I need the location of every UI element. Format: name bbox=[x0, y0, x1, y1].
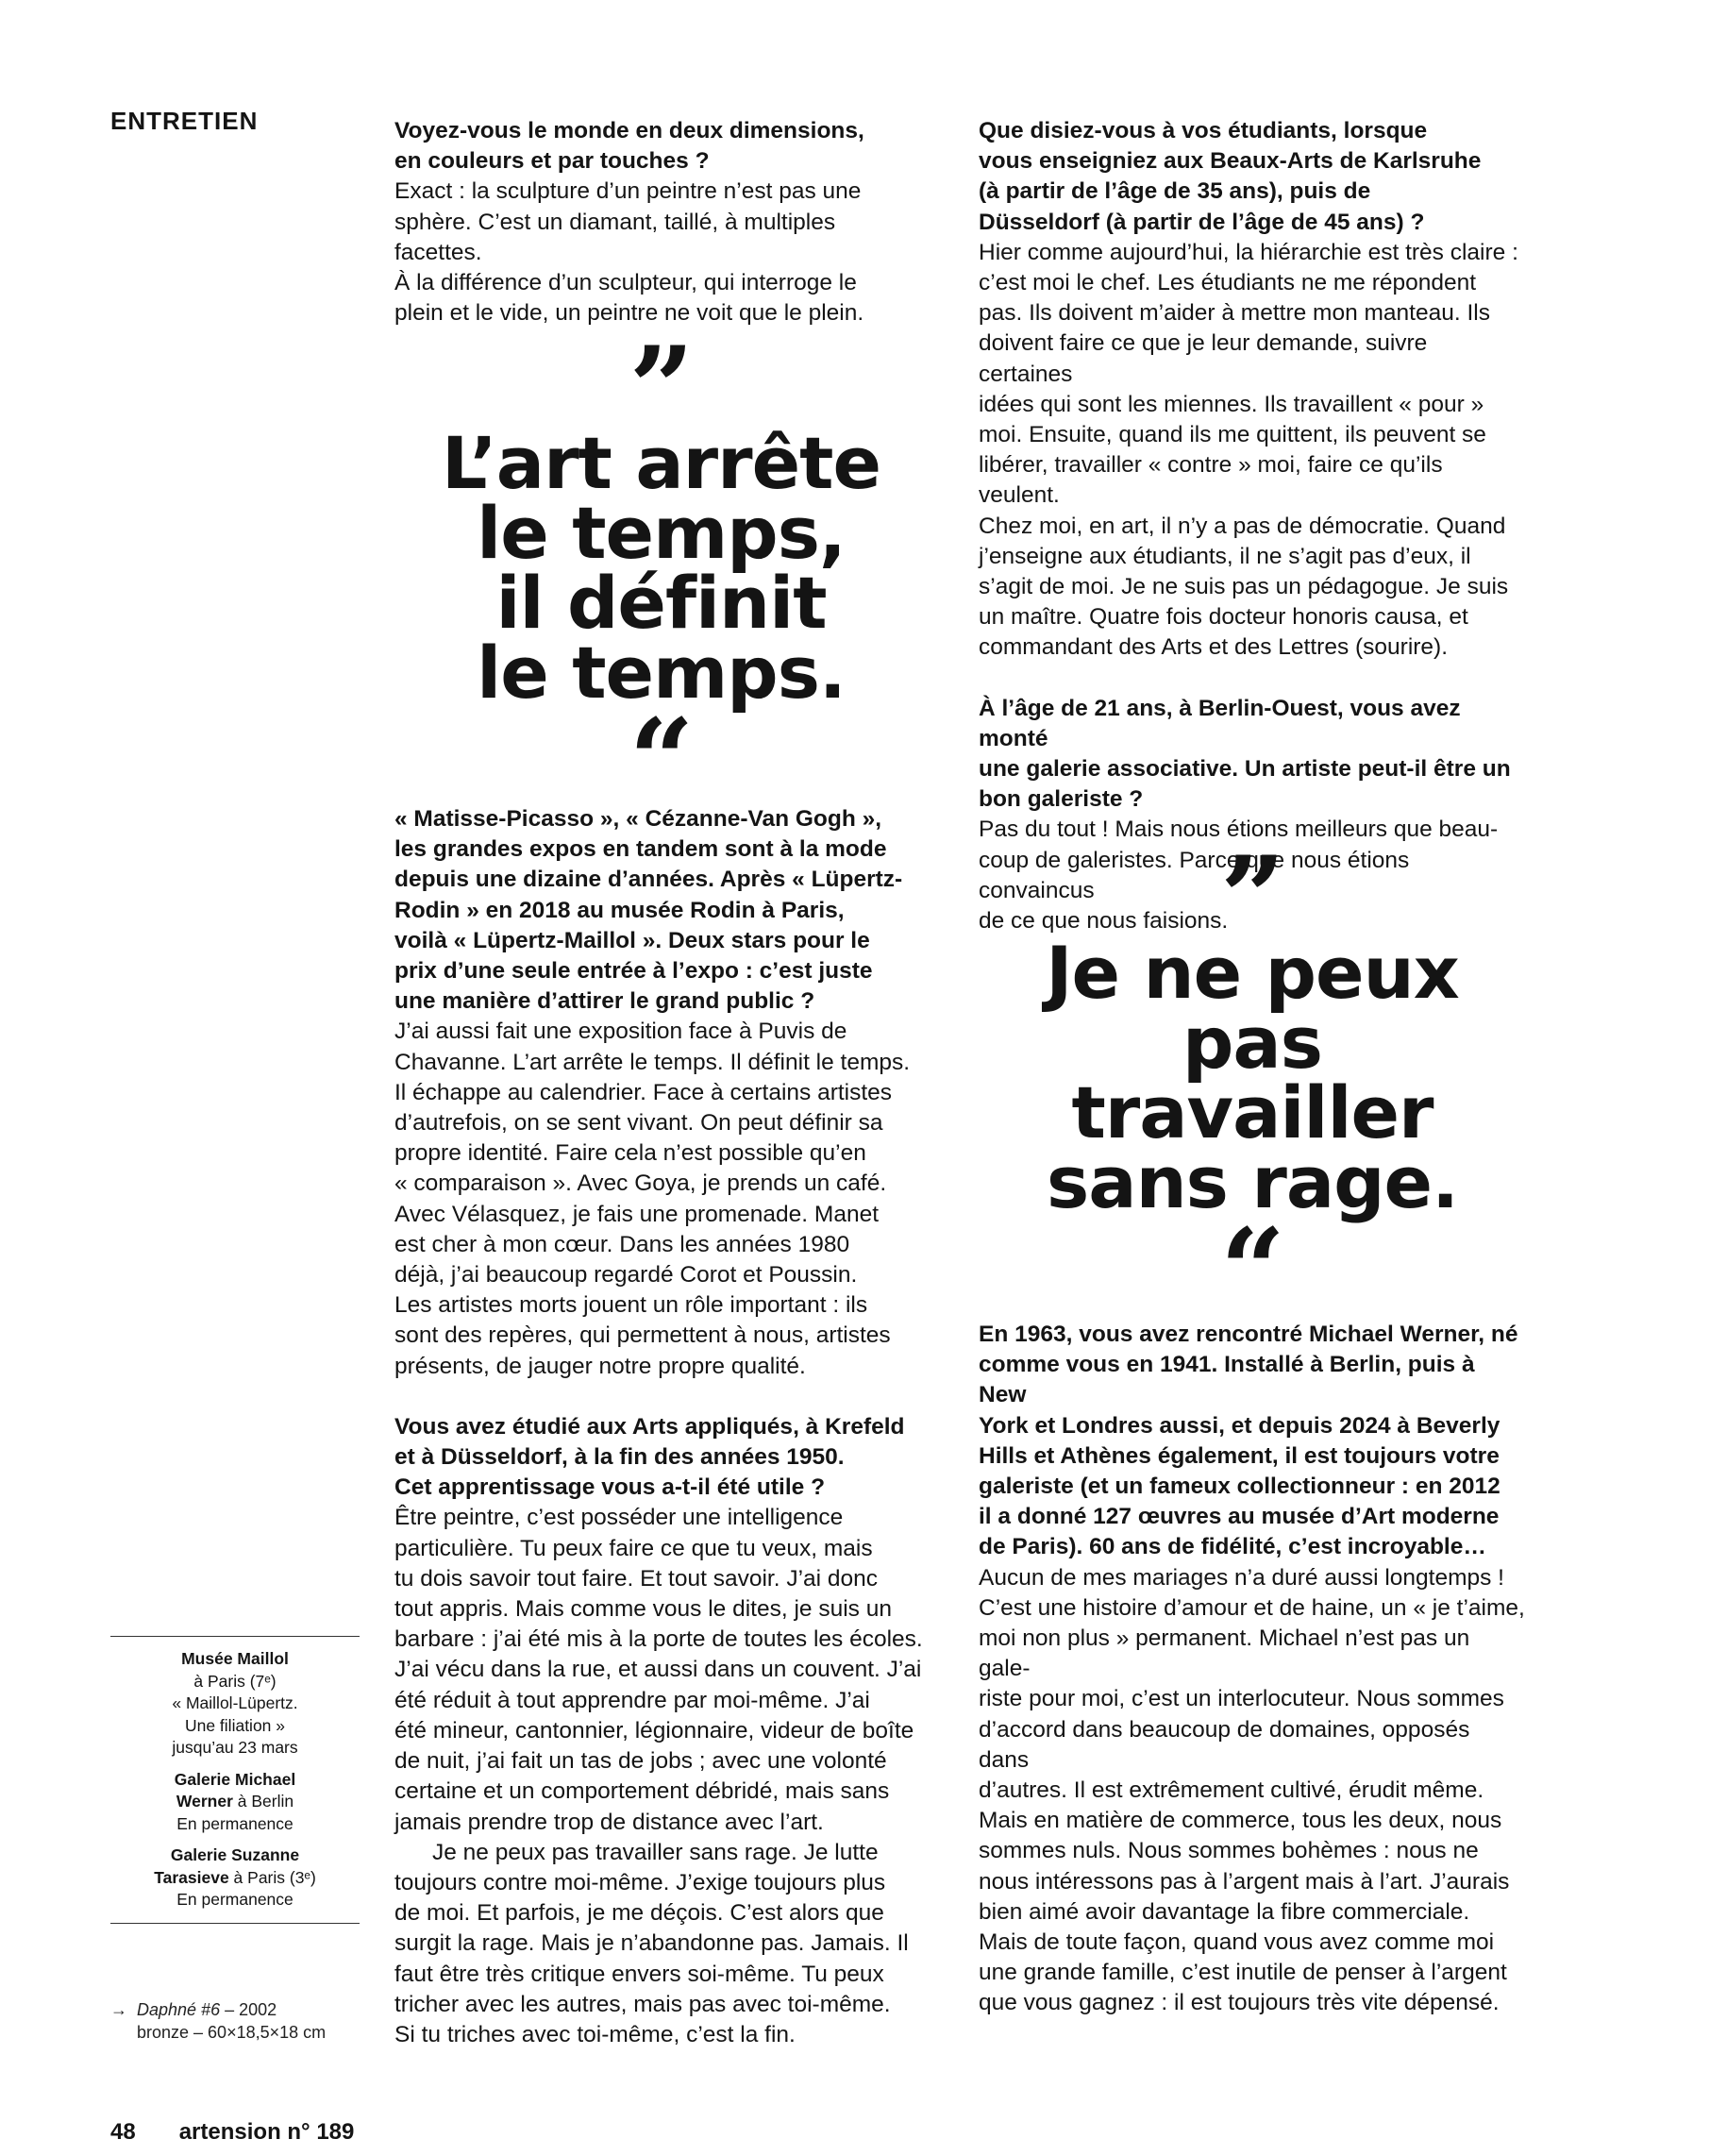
answer-paragraph-2 bbox=[394, 1838, 928, 2050]
question: À l’âge de 21 ans, à Berlin-Ouest, vous avez monté une galerie associative. Un artiste peut-il être un bon galeriste ? bbox=[979, 695, 1511, 813]
venue-name: Galerie Suzanne Tarasieve bbox=[154, 1845, 300, 1887]
section-tag: ENTRETIEN bbox=[110, 107, 259, 135]
page-footer bbox=[110, 2119, 354, 2146]
artwork-details: bronze – 60×18,5×18 cm bbox=[137, 2023, 327, 2042]
venue-details: à Berlin En permanence bbox=[176, 1792, 294, 1833]
interview-block-4 bbox=[979, 116, 1526, 664]
sidebar-item-maillol bbox=[110, 1648, 360, 1760]
caption-line-1 bbox=[110, 1998, 326, 2021]
answer: Aucun de mes mariages n’a duré aussi longtemps ! C’est une histoire d’amour et de haine, un « je t’aime, moi non plus » permanent. Michael n’est pas un gale- riste pour moi, c’est un interlocuteur. Nous sommes d’accord dans beaucoup de domaines, opposés dans d’autres. Il est extrêmement cultivé, érudit même. Mais en matière de commerce, tous les deux, nous sommes nuls. Nous sommes bohèmes : nous ne nous intéressons pas à l’argent mais à l’art. J’aurais bien aimé avoir davantage la fibre commerciale. Mais de toute façon, quand vous avez comme moi une grande famille, c’est inutile de penser à l’argent que vous gagnez : il est toujours très vite dépensé. bbox=[979, 1564, 1525, 2016]
pull-quote-text: Je ne peux pas travailler sans rage. bbox=[1046, 931, 1459, 1224]
venue-details: à Paris (3ᵉ) En permanence bbox=[176, 1867, 316, 1909]
interview-block-2 bbox=[394, 804, 928, 1382]
exhibition-info-sidebar bbox=[110, 1636, 360, 1924]
venue-name: Musée Maillol bbox=[181, 1649, 289, 1668]
answer-paragraph-2-text: Je ne peux pas travailler sans rage. Je lutte toujours contre moi-même. J’exige toujours plus de moi. Et parfois, je me déçois. C’est alors que surgit la rage. Mais je n’abandonne pas. Jamais. Il faut être très critique envers soi-même. Tu peux tricher avec les autres, mais pas avec toi-même. Si tu triches avec toi-même, c’est la fin. bbox=[394, 1839, 909, 2047]
question: En 1963, vous avez rencontré Michael Werner, né comme vous en 1941. Installé à Berlin, puis à New York et Londres aussi, et depuis 2024 à Beverly Hills et Athènes également, il est toujours votre galeriste (et un fameux collectionneur : en 2012 il a donné 127 œuvres au musée d’Art moderne de Paris). 60 ans de fidélité, c’est incroyable… bbox=[979, 1322, 1518, 1560]
answer: Hier comme aujourd’hui, la hiérarchie est très claire : c’est moi le chef. Les étudiants ne me répondent pas. Ils doivent m’aider à mettre mon manteau. Ils doivent faire ce que je leur demande, suivre certaines idées qui sont les miennes. Ils travaillent « pour » moi. Ensuite, quand ils me quittent, ils peuvent se libérer, travailler « contre » moi, faire ce qu’ils veulent. Chez moi, en art, il n’y a pas de démocratie. Quand j’enseigne aux étudiants, il ne s’agit pas d’eux, il s’agit de moi. Je ne suis pas un pédagogue. Je suis un maître. Quatre fois docteur honoris causa, et commandant des Arts et des Lettres (sourire). bbox=[979, 239, 1518, 661]
pull-quote-2 bbox=[979, 832, 1526, 1337]
interview-block-1 bbox=[394, 116, 928, 328]
venue-details: à Paris (7ᵉ) « Maillol-Lüpertz. Une filiation » jusqu’au 23 mars bbox=[172, 1671, 298, 1757]
open-quote-mark: ” bbox=[629, 322, 694, 455]
close-quote-mark: “ bbox=[629, 694, 694, 827]
pull-quote-1 bbox=[394, 322, 928, 827]
artwork-title: Daphné #6 bbox=[137, 2000, 221, 2019]
sidebar-item-werner bbox=[110, 1769, 360, 1836]
sidebar-item-tarasieve bbox=[110, 1844, 360, 1912]
venue-name: Galerie Michael Werner bbox=[174, 1769, 296, 1811]
magazine-issue: artension n° 189 bbox=[178, 2119, 355, 2145]
question: Vous avez étudié aux Arts appliqués, à Krefeld et à Düsseldorf, à la fin des années 1950. Cet apprentissage vous a-t-il été utile ? bbox=[394, 1413, 905, 1501]
question: Que disiez-vous à vos étudiants, lorsque vous enseigniez aux Beaux-Arts de Karlsruhe (à partir de l’âge de 35 ans), puis de Düsseldorf (à partir de l’âge de 45 ans) ? bbox=[979, 118, 1482, 235]
answer: Être peintre, c’est posséder une intelligence particulière. Tu peux faire ce que tu veux, mais tu dois savoir tout faire. Et tout savoir. J’ai donc tout appris. Mais comme vous le dites, je suis un barbare : j’ai été mis à la porte de toutes les écoles. J’ai vécu dans la rue, et aussi dans un couvent. J’ai été réduit à tout apprendre par moi-même. J’ai été mineur, cantonnier, légionnaire, videur de boîte de nuit, j’ai fait un tas de jobs ; avec une volonté certaine et un comportement débridé, mais sans jamais prendre trop de distance avec l’art. bbox=[394, 1505, 923, 1835]
question: Voyez-vous le monde en deux dimensions, en couleurs et par touches ? bbox=[394, 118, 864, 175]
arrow-right-icon: → bbox=[110, 2000, 127, 2019]
interview-block-6 bbox=[979, 1320, 1526, 2019]
answer: Exact : la sculpture d’un peintre n’est pas une sphère. C’est un diamant, taillé, à multiples facettes. À la différence d’un sculpteur, qui interroge le plein et le vide, un peintre ne voit que le plein. bbox=[394, 178, 864, 327]
page-number: 48 bbox=[110, 2119, 136, 2145]
answer: Pas du tout ! Mais nous étions meilleurs que beau- coup de galeristes. Parce que nous étions convaincus de ce que nous faisions. bbox=[979, 817, 1499, 935]
question: « Matisse-Picasso », « Cézanne-Van Gogh », les grandes expos en tandem sont à la mode depuis une dizaine d’années. Après « Lüpertz- Rodin » en 2018 au musée Rodin à Paris, voilà « Lüpertz-Maillol ». Deux stars pour le prix d’une seule entrée à l’expo : c’est juste une manière d’attirer le grand public ? bbox=[394, 806, 903, 1015]
answer: J’ai aussi fait une exposition face à Puvis de Chavanne. L’art arrête le temps. Il définit le temps. Il échappe au calendrier. Face à certains artistes d’autrefois, on se sent vivant. On peut définir sa propre identité. Faire cela n’est possible qu’en « comparaison ». Avec Goya, je prends un café. Avec Vélasquez, je fais une promenade. Manet est cher à mon cœur. Dans les années 1980 déjà, j’ai beaucoup regardé Corot et Poussin. Les artistes morts jouent un rôle important : ils sont des repères, qui permettent à nous, artistes présents, de jauger notre propre qualité. bbox=[394, 1019, 911, 1379]
column-right-lower bbox=[979, 1320, 1526, 2049]
pull-quote-text: L’art arrête le temps, il définit le temps. bbox=[441, 421, 881, 715]
close-quote-mark: “ bbox=[1219, 1204, 1285, 1337]
interview-block-3 bbox=[394, 1412, 928, 2050]
column-middle-lower bbox=[394, 804, 928, 2080]
artwork-year: – 2002 bbox=[220, 2000, 277, 2019]
image-caption bbox=[110, 1998, 326, 2044]
open-quote-mark: ” bbox=[1219, 832, 1285, 965]
